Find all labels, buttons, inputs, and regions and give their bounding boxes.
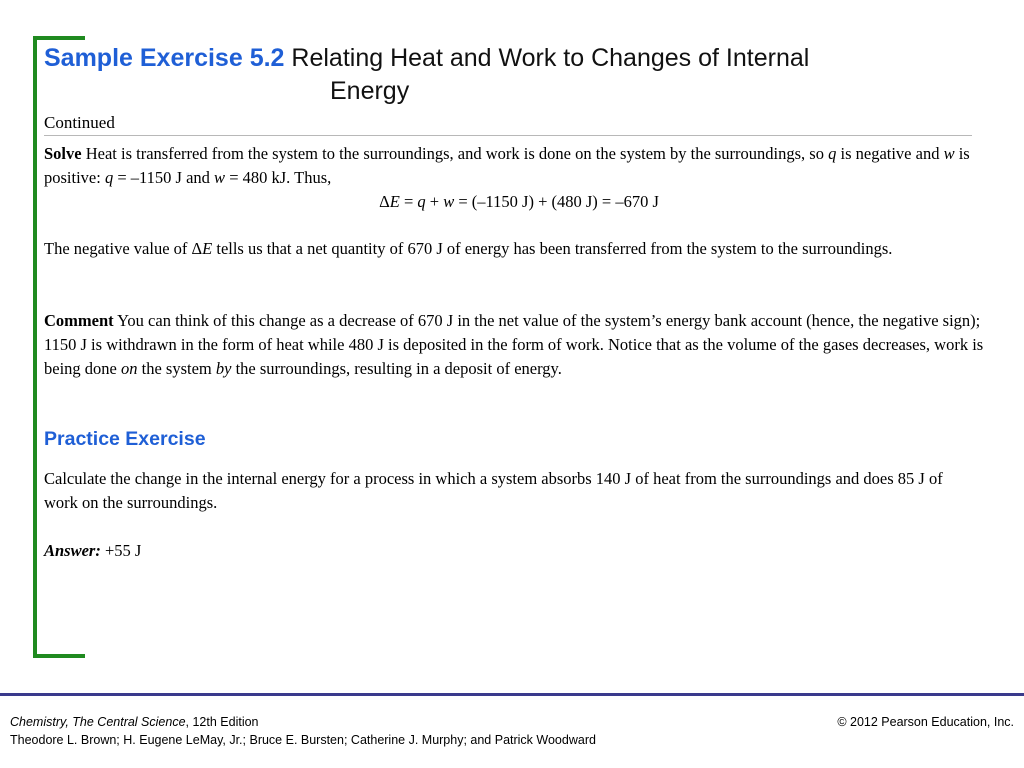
negative-value-paragraph (44, 237, 994, 261)
eq-var-q: q (417, 192, 426, 211)
title-text-line1: Relating Heat and Work to Changes of Internal (291, 44, 810, 72)
comment-text-3: the surroundings, resulting in a deposit of energy. (231, 359, 562, 378)
footer-book-title: Chemistry, The Central Science (10, 715, 186, 729)
negative-text-1: The negative value of Δ (44, 239, 203, 258)
eq-rest: = (–1150 J) + (480 J) = –670 J (454, 192, 659, 211)
solve-paragraph (44, 142, 994, 214)
energy-equation (44, 190, 994, 214)
solve-text-4: = –1150 J and (113, 168, 215, 187)
solve-text-1: Heat is transferred from the system to the surroundings, and work is done on the system by the surroundings, so (81, 144, 829, 163)
title-text-line2: Energy (330, 77, 410, 105)
eq-delta: Δ (379, 192, 390, 211)
continued-label: Continued (44, 113, 115, 132)
solve-text-2: is negative and (836, 144, 944, 163)
eq-plus: + (425, 192, 444, 211)
footer-divider (0, 693, 1024, 696)
bracket-top-bar (33, 36, 85, 40)
solve-var-w2: w (214, 168, 226, 187)
practice-exercise-heading: Practice Exercise (44, 428, 206, 450)
solve-label: Solve (44, 144, 82, 163)
bracket-vertical-bar (33, 36, 37, 658)
eq-var-e: E (389, 192, 400, 211)
answer-value: +55 J (100, 541, 142, 560)
answer-line (44, 539, 994, 563)
solve-text-5: = 480 kJ. Thus, (225, 168, 332, 187)
solve-text-3: is positive: (44, 144, 970, 187)
solve-var-q2: q (104, 168, 114, 187)
negative-var-e: E (202, 239, 213, 258)
answer-label: Answer: (44, 541, 101, 560)
negative-text-2: tells us that a net quantity of 670 J of energy has been transferred from the system to the surroundings. (212, 239, 893, 258)
comment-label: Comment (44, 311, 114, 330)
footer-citation (10, 713, 596, 749)
eq-var-w: w (443, 192, 455, 211)
solve-var-q: q (828, 144, 837, 163)
bracket-bottom-bar (33, 654, 85, 658)
comment-text-1: You can think of this change as a decrease of 670 J in the net value of the system’s energy bank account (hence, the negative sign); 1150 J is withdrawn in the form of heat while 480 J is deposited in the form of work. Notice that as the volume of the gases decreases, work is being done (44, 311, 984, 378)
comment-em-by: by (215, 359, 232, 378)
comment-paragraph (44, 309, 994, 381)
comment-em-on: on (120, 359, 138, 378)
title-divider (44, 135, 972, 136)
eq-equals: = (399, 192, 418, 211)
comment-text-2: the system (137, 359, 216, 378)
footer-authors: Theodore L. Brown; H. Eugene LeMay, Jr.; Bruce E. Bursten; Catherine J. Murphy; and Patrick Woodward (10, 733, 596, 747)
footer-book-line (10, 713, 596, 731)
title-label: Sample Exercise 5.2 (44, 44, 285, 72)
solve-var-w: w (943, 144, 955, 163)
practice-paragraph: Calculate the change in the internal energy for a process in which a system absorbs 140 J of heat from the surroundings and does 85 J of work on the surroundings. (44, 469, 943, 512)
footer-edition: , 12th Edition (185, 715, 259, 729)
footer-copyright: © 2012 Pearson Education, Inc. (837, 715, 1014, 729)
slide-title (44, 42, 944, 108)
